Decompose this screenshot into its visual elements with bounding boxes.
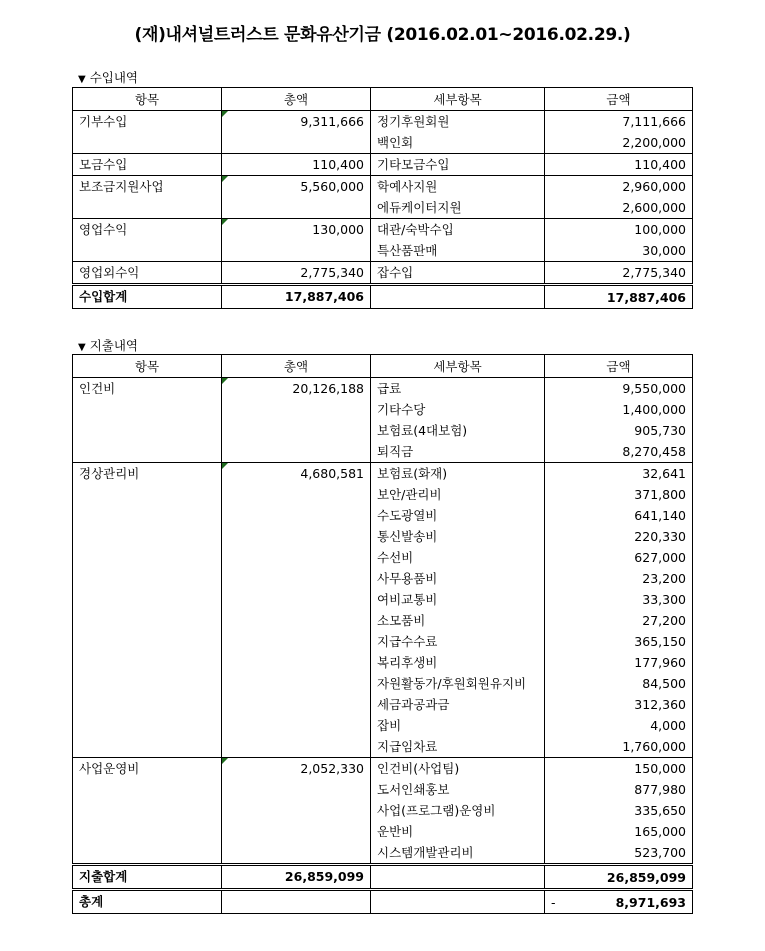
- category-cell: 영업수익: [73, 219, 222, 262]
- detail-item-cell: 대관/숙박수입: [371, 219, 545, 241]
- category-total-value: 20,126,188: [292, 381, 364, 396]
- detail-item-cell: 사업(프로그램)운영비: [371, 800, 545, 821]
- grand-empty-cell: [371, 890, 545, 914]
- category-cell: 기부수입: [73, 111, 222, 154]
- detail-item-cell: 보안/관리비: [371, 484, 545, 505]
- category-cell: 모금수입: [73, 154, 222, 176]
- category-total-value: 2,052,330: [300, 761, 364, 776]
- detail-item-cell: 특산품판매: [371, 240, 545, 262]
- comment-marker-icon: [222, 111, 228, 117]
- comment-marker-icon: [222, 176, 228, 182]
- header-detail: 세부항목: [371, 88, 545, 111]
- sum-empty-cell: [371, 285, 545, 309]
- detail-amount-cell: 312,360: [545, 694, 693, 715]
- comment-marker-icon: [222, 219, 228, 225]
- detail-item-cell: 통신발송비: [371, 526, 545, 547]
- category-total-value: 5,560,000: [300, 179, 364, 194]
- detail-amount-cell: 8,270,458: [545, 441, 693, 463]
- comment-marker-icon: [222, 463, 228, 469]
- detail-item-cell: 도서인쇄홍보: [371, 779, 545, 800]
- detail-amount-cell: 641,140: [545, 505, 693, 526]
- category-total-cell: [222, 463, 371, 758]
- detail-amount-cell: 110,400: [545, 154, 693, 176]
- category-cell: 경상관리비: [73, 463, 222, 758]
- category-total-cell: [222, 111, 371, 154]
- category-cell: 보조금지원사업: [73, 176, 222, 219]
- detail-amount-cell: 1,400,000: [545, 399, 693, 420]
- category-total-cell: [222, 378, 371, 463]
- detail-amount-cell: 2,600,000: [545, 197, 693, 219]
- detail-item-cell: 학예사지원: [371, 176, 545, 198]
- detail-item-cell: 잡비: [371, 715, 545, 736]
- triangle-down-icon: ▼: [78, 342, 86, 353]
- detail-amount-cell: 2,775,340: [545, 262, 693, 285]
- detail-amount-cell: 2,200,000: [545, 132, 693, 154]
- detail-amount-cell: 30,000: [545, 240, 693, 262]
- detail-item-cell: 보험료(화재): [371, 463, 545, 485]
- category-total-cell: [222, 758, 371, 865]
- sum-empty-cell: [371, 865, 545, 890]
- detail-item-cell: 복리후생비: [371, 652, 545, 673]
- header-total: 총액: [222, 355, 371, 378]
- detail-item-cell: 지급임차료: [371, 736, 545, 758]
- sum-total-cell: 17,887,406: [222, 285, 371, 309]
- detail-amount-cell: 627,000: [545, 547, 693, 568]
- detail-item-cell: 기타수당: [371, 399, 545, 420]
- expense-body: [73, 378, 693, 914]
- sum-label-cell: 수입합계: [73, 285, 222, 309]
- detail-amount-cell: 27,200: [545, 610, 693, 631]
- income-body: [73, 111, 693, 309]
- detail-item-cell: 사무용품비: [371, 568, 545, 589]
- table-row: [73, 463, 693, 485]
- detail-amount-cell: 84,500: [545, 673, 693, 694]
- detail-item-cell: 잡수입: [371, 262, 545, 285]
- detail-amount-cell: 523,700: [545, 842, 693, 865]
- category-total-cell: [222, 154, 371, 176]
- expense-sum-row: [73, 865, 693, 890]
- comment-marker-icon: [222, 758, 228, 764]
- expense-header-row: [73, 355, 693, 378]
- detail-item-cell: 정기후원회원: [371, 111, 545, 133]
- category-total-value: 2,775,340: [300, 265, 364, 280]
- detail-item-cell: 세금과공과금: [371, 694, 545, 715]
- detail-item-cell: 자원활동가/후원회원유지비: [371, 673, 545, 694]
- sum-total-cell: 26,859,099: [222, 865, 371, 890]
- expense-section-label: [78, 336, 138, 354]
- detail-amount-cell: 7,111,666: [545, 111, 693, 133]
- category-cell: 인건비: [73, 378, 222, 463]
- comment-marker-icon: [222, 378, 228, 384]
- detail-amount-cell: 905,730: [545, 420, 693, 441]
- income-section-label: [78, 68, 138, 86]
- detail-amount-cell: 4,000: [545, 715, 693, 736]
- detail-amount-cell: 335,650: [545, 800, 693, 821]
- income-header-row: [73, 88, 693, 111]
- page-title: (재)내셔널트러스트 문화유산기금 (2016.02.01~2016.02.29.): [134, 25, 631, 45]
- table-row: [73, 111, 693, 133]
- detail-item-cell: 퇴직금: [371, 441, 545, 463]
- detail-item-cell: 에듀케이터지원: [371, 197, 545, 219]
- detail-item-cell: 여비교통비: [371, 589, 545, 610]
- detail-item-cell: 수선비: [371, 547, 545, 568]
- detail-amount-cell: 220,330: [545, 526, 693, 547]
- category-total-cell: [222, 262, 371, 285]
- category-total-cell: [222, 219, 371, 262]
- detail-amount-cell: 33,300: [545, 589, 693, 610]
- detail-amount-cell: 2,960,000: [545, 176, 693, 198]
- grand-empty-cell: [222, 890, 371, 914]
- detail-item-cell: 보험료(4대보험): [371, 420, 545, 441]
- category-total-value: 9,311,666: [300, 114, 364, 129]
- detail-amount-cell: 371,800: [545, 484, 693, 505]
- category-total-value: 130,000: [312, 222, 364, 237]
- detail-item-cell: 기타모금수입: [371, 154, 545, 176]
- header-category: 항목: [73, 355, 222, 378]
- detail-item-cell: 지급수수료: [371, 631, 545, 652]
- income-section-text: 수입내역: [89, 70, 139, 85]
- category-cell: 영업외수익: [73, 262, 222, 285]
- detail-amount-cell: 165,000: [545, 821, 693, 842]
- detail-amount-cell: 877,980: [545, 779, 693, 800]
- detail-amount-cell: 177,960: [545, 652, 693, 673]
- income-table: [72, 87, 693, 309]
- triangle-down-icon: ▼: [78, 74, 86, 85]
- sum-amount-cell: 26,859,099: [545, 865, 693, 890]
- grand-amount-cell: [545, 890, 693, 914]
- detail-amount-cell: 365,150: [545, 631, 693, 652]
- table-row: [73, 758, 693, 780]
- detail-item-cell: 소모품비: [371, 610, 545, 631]
- category-total-value: 110,400: [312, 157, 364, 172]
- income-sum-row: [73, 285, 693, 309]
- header-detail: 세부항목: [371, 355, 545, 378]
- detail-amount-cell: 23,200: [545, 568, 693, 589]
- detail-item-cell: 백인회: [371, 132, 545, 154]
- table-row: [73, 154, 693, 176]
- table-row: [73, 378, 693, 400]
- grand-amount-value: 8,971,693: [615, 894, 686, 910]
- expense-section-text: 지출내역: [89, 338, 139, 353]
- category-total-cell: [222, 176, 371, 219]
- grand-label-cell: 총계: [73, 890, 222, 914]
- table-row: [73, 176, 693, 198]
- header-amount: 금액: [545, 88, 693, 111]
- header-amount: 금액: [545, 355, 693, 378]
- sum-amount-cell: 17,887,406: [545, 285, 693, 309]
- table-row: [73, 219, 693, 241]
- table-row: [73, 262, 693, 285]
- detail-amount-cell: 9,550,000: [545, 378, 693, 400]
- detail-amount-cell: 1,760,000: [545, 736, 693, 758]
- negative-sign: -: [551, 894, 556, 910]
- detail-item-cell: 급료: [371, 378, 545, 400]
- detail-item-cell: 운반비: [371, 821, 545, 842]
- detail-amount-cell: 100,000: [545, 219, 693, 241]
- sum-label-cell: 지출합계: [73, 865, 222, 890]
- category-cell: 사업운영비: [73, 758, 222, 865]
- detail-item-cell: 인건비(사업팀): [371, 758, 545, 780]
- grand-total-row: [73, 890, 693, 914]
- header-category: 항목: [73, 88, 222, 111]
- detail-item-cell: 시스템개발관리비: [371, 842, 545, 865]
- detail-amount-cell: 32,641: [545, 463, 693, 485]
- header-total: 총액: [222, 88, 371, 111]
- detail-item-cell: 수도광열비: [371, 505, 545, 526]
- expense-table: [72, 354, 693, 914]
- detail-amount-cell: 150,000: [545, 758, 693, 780]
- category-total-value: 4,680,581: [300, 466, 364, 481]
